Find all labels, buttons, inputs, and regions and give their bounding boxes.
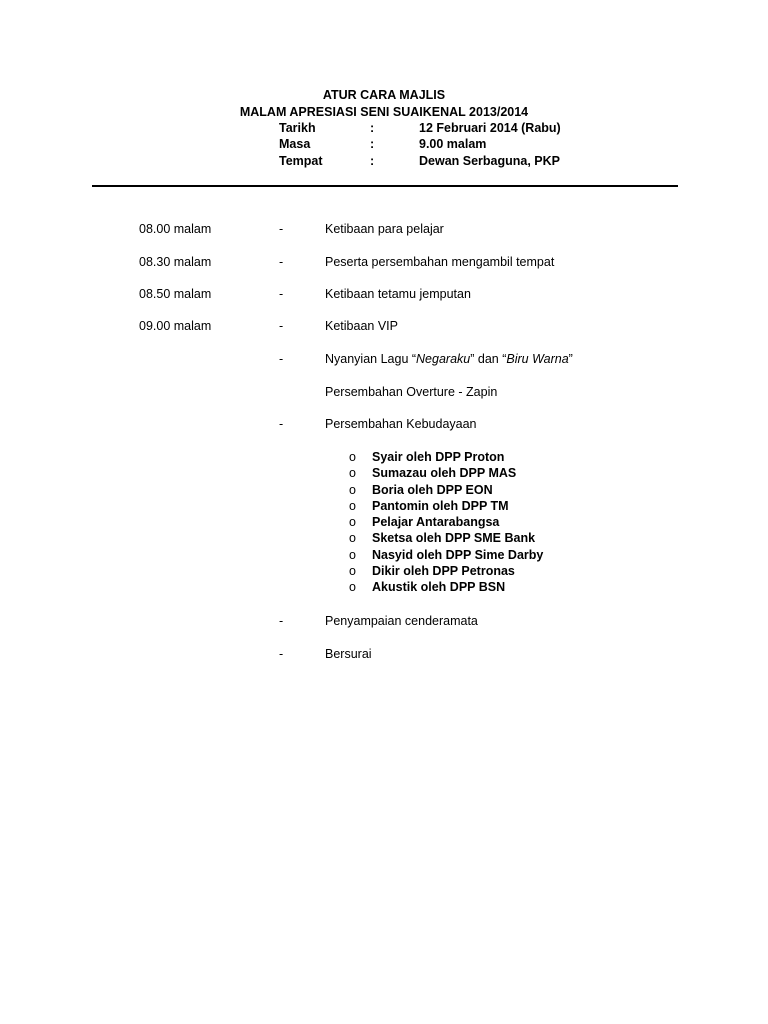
circle-bullet-icon: o	[349, 547, 356, 562]
list-item	[0, 482, 768, 498]
activity-text: ” dan “	[470, 352, 507, 366]
schedule-activity: Ketibaan tetamu jemputan	[325, 287, 471, 301]
list-item	[0, 579, 768, 595]
info-separator: :	[370, 121, 375, 135]
activity-text: ”	[568, 352, 573, 366]
schedule-activity: Ketibaan para pelajar	[325, 222, 444, 236]
list-item	[0, 498, 768, 514]
schedule-dash: -	[279, 319, 284, 333]
document-title: ATUR CARA MAJLIS	[322, 88, 446, 102]
circle-bullet-icon: o	[349, 498, 356, 513]
info-value: Dewan Serbaguna, PKP	[419, 154, 561, 168]
performance-item: Syair oleh DPP Proton	[372, 450, 505, 464]
list-item	[0, 547, 768, 563]
list-item	[0, 530, 768, 546]
schedule-row	[0, 384, 768, 400]
schedule-row	[0, 351, 768, 367]
info-separator: :	[370, 154, 375, 168]
schedule-row	[0, 254, 768, 270]
schedule-row	[0, 221, 768, 237]
circle-bullet-icon: o	[349, 466, 356, 481]
schedule-row	[0, 286, 768, 302]
schedule-time: 09.00 malam	[139, 319, 212, 333]
info-label: Tempat	[279, 154, 323, 168]
schedule-activity	[325, 351, 573, 367]
info-separator: :	[370, 137, 375, 151]
schedule-dash: -	[279, 614, 284, 628]
info-row-time	[0, 136, 768, 152]
info-row-venue	[0, 153, 768, 169]
info-row-date	[0, 120, 768, 136]
circle-bullet-icon: o	[349, 515, 356, 530]
info-value: 9.00 malam	[419, 137, 487, 151]
list-item	[0, 563, 768, 579]
performance-list	[0, 449, 768, 596]
info-label: Masa	[279, 137, 311, 151]
schedule-row	[0, 613, 768, 629]
circle-bullet-icon: o	[349, 580, 356, 595]
schedule-dash: -	[279, 647, 284, 661]
activity-text: Nyanyian Lagu “	[325, 352, 417, 366]
performance-item: Nasyid oleh DPP Sime Darby	[372, 547, 544, 562]
schedule-dash: -	[279, 287, 284, 301]
circle-bullet-icon: o	[349, 564, 356, 579]
performance-item: Sketsa oleh DPP SME Bank	[372, 531, 536, 546]
schedule-activity: Persembahan Kebudayaan	[325, 417, 477, 431]
schedule-activity: Ketibaan VIP	[325, 319, 398, 333]
schedule-activity: Persembahan Overture - Zapin	[325, 385, 498, 399]
circle-bullet-icon: o	[349, 450, 356, 464]
schedule-time: 08.50 malam	[139, 287, 212, 301]
info-label: Tarikh	[279, 121, 316, 135]
schedule-row	[0, 318, 768, 334]
song-title: Biru Warna	[506, 352, 569, 366]
list-item	[0, 465, 768, 481]
schedule-dash: -	[279, 352, 284, 366]
circle-bullet-icon: o	[349, 482, 356, 497]
schedule-time: 08.00 malam	[139, 222, 212, 236]
schedule-time: 08.30 malam	[139, 255, 212, 269]
performance-item: Pelajar Antarabangsa	[372, 515, 500, 530]
schedule-activity: Penyampaian cenderamata	[325, 614, 478, 628]
list-item	[0, 449, 768, 465]
performance-item: Dikir oleh DPP Petronas	[372, 564, 515, 579]
circle-bullet-icon: o	[349, 531, 356, 546]
song-title: Negaraku	[416, 352, 471, 366]
schedule-dash: -	[279, 222, 284, 236]
schedule-activity: Peserta persembahan mengambil tempat	[325, 255, 555, 269]
performance-item: Pantomin oleh DPP TM	[372, 498, 509, 513]
schedule-dash: -	[279, 255, 284, 269]
list-item	[0, 514, 768, 530]
schedule-row	[0, 416, 768, 432]
performance-item: Akustik oleh DPP BSN	[372, 580, 506, 595]
info-value: 12 Februari 2014 (Rabu)	[419, 121, 561, 135]
schedule-row	[0, 646, 768, 662]
horizontal-divider	[92, 185, 678, 187]
schedule-activity: Bersurai	[325, 647, 372, 661]
performance-item: Boria oleh DPP EON	[372, 482, 493, 497]
schedule-dash: -	[279, 417, 284, 431]
event-name: MALAM APRESIASI SENI SUAIKENAL 2013/2014	[239, 105, 529, 119]
performance-item: Sumazau oleh DPP MAS	[372, 466, 517, 481]
